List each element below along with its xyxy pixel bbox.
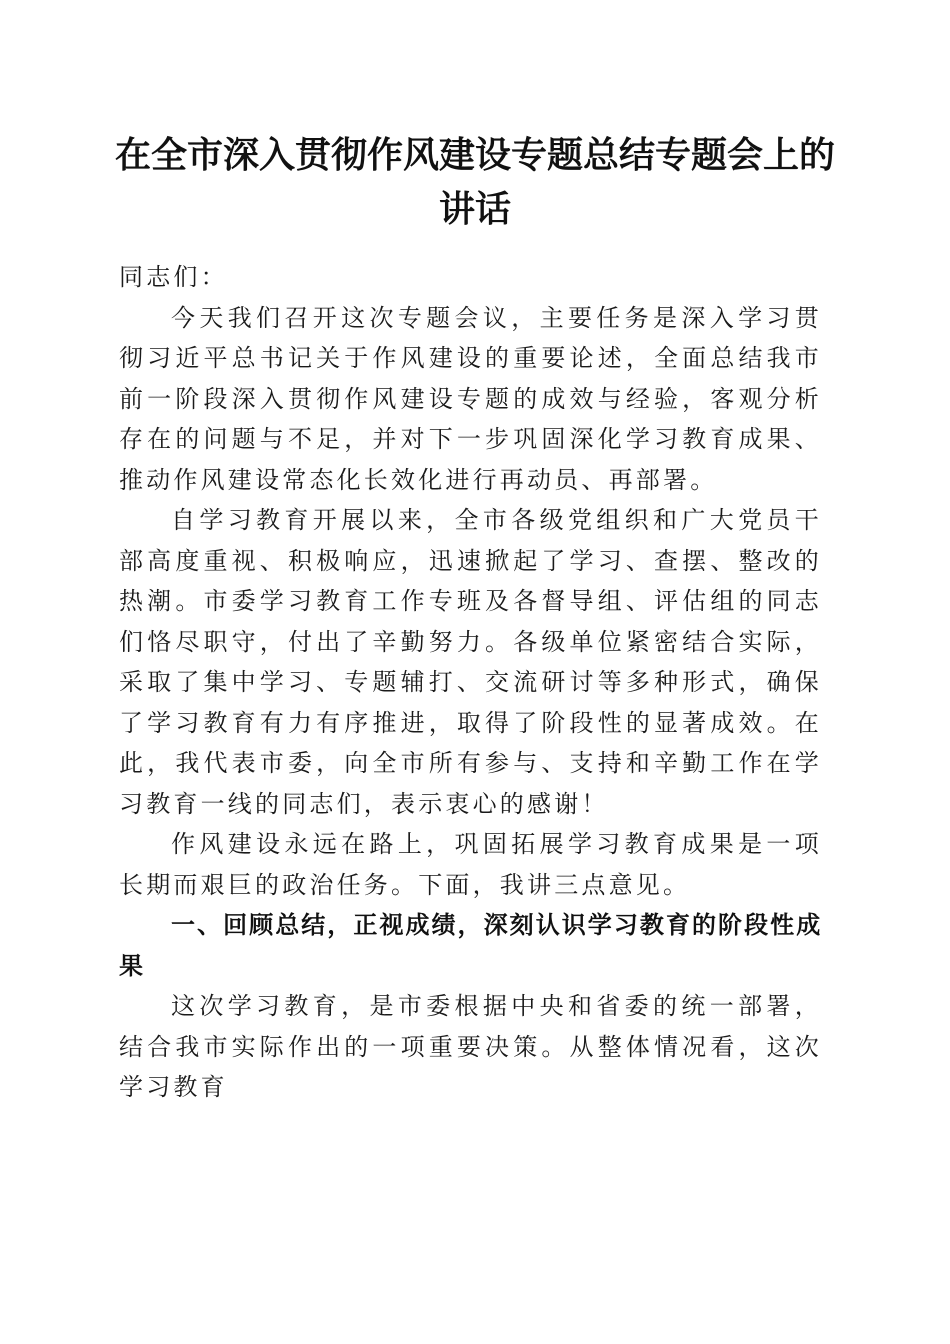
section-paragraph: 这次学习教育，是市委根据中央和省委的统一部署，结合我市实际作出的一项重要决策。从整体情况看，这次学习教育 — [119, 992, 822, 1101]
section-heading: 一、回顾总结，正视成绩，深刻认识学习教育的阶段性成果 — [119, 911, 822, 980]
document-body — [119, 257, 822, 1108]
document-title: 在全市深入贯彻作风建设专题总结专题会上的讲话 — [114, 134, 835, 230]
paragraph-transition: 作风建设永远在路上，巩固拓展学习教育成果是一项长期而艰巨的政治任务。下面，我讲三点意见。 — [119, 830, 822, 899]
paragraph-intro: 今天我们召开这次专题会议，主要任务是深入学习贯彻习近平总书记关于作风建设的重要论述，全面总结我市前一阶段深入贯彻作风建设专题的成效与经验，客观分析存在的问题与不足，并对下一步巩固深化学习教育成果、推动作风建设常态化长效化进行再动员、再部署。 — [119, 303, 822, 494]
paragraph-thanks: 自学习教育开展以来，全市各级党组织和广大党员干部高度重视、积极响应，迅速掀起了学习、查摆、整改的热潮。市委学习教育工作专班及各督导组、评估组的同志们恪尽职守，付出了辛勤努力。各级单位紧密结合实际，采取了集中学习、专题辅打、交流研讨等多种形式，确保了学习教育有力有序推进，取得了阶段性的显著成效。在此，我代表市委，向全市所有参与、支持和辛勤工作在学习教育一线的同志们，表示衷心的感谢！ — [119, 506, 822, 818]
salutation: 同志们： — [119, 263, 228, 291]
